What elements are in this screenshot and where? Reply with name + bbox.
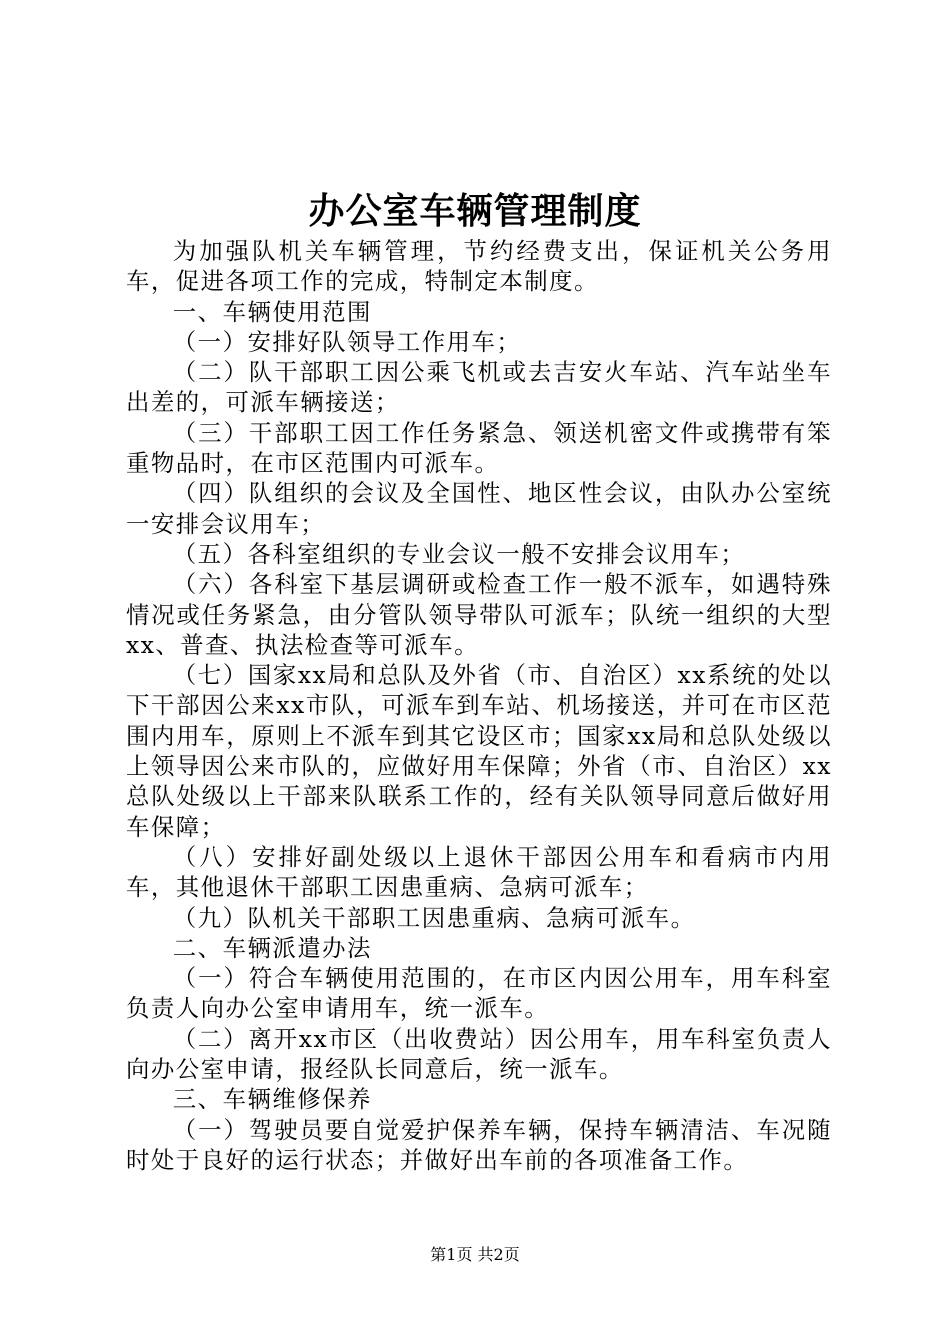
paragraph-item: （五）各科室组织的专业会议一般不安排会议用车； — [172, 539, 746, 568]
page-footer: 第1页 共2页 — [430, 1245, 520, 1264]
paragraph-item: （七）国家xx局和总队及外省（市、自治区）xx系统的处以下干部因公来xx市队，可派车到车站、机场接送，并可在市区范围内用车，原则上不派车到其它设区市；国家xx局和总队处级以上领导因公来市队的，应做好用车保障；外省（市、自治区）xx总队处级以上干部来队联系工作的，经有关队领导同意后做好用车保障； — [126, 661, 832, 841]
section-heading: 二、车辆派遣办法 — [172, 933, 372, 962]
paragraph-item: （八）安排好副处级以上退休干部因公用车和看病市内用车，其他退休干部职工因患重病、急病可派车； — [126, 842, 832, 902]
paragraph-intro: 为加强队机关车辆管理，节约经费支出，保证机关公务用车，促进各项工作的完成，特制定本制度。 — [126, 237, 832, 296]
paragraph-item: （一）符合车辆使用范围的，在市区内因公用车，用车科室负责人向办公室申请用车，统一派车。 — [126, 964, 832, 1023]
section-heading: 三、车辆维修保养 — [172, 1085, 372, 1114]
paragraph-item: （四）队组织的会议及全国性、地区性会议，由队办公室统一安排会议用车； — [126, 479, 832, 538]
paragraph-item: （一）安排好队领导工作用车； — [172, 327, 522, 356]
paragraph-item: （二）队干部职工因公乘飞机或去吉安火车站、汽车站坐车出差的，可派车辆接送； — [126, 358, 832, 417]
document-title: 办公室车辆管理制度 — [308, 190, 642, 232]
paragraph-item: （二）离开xx市区（出收费站）因公用车，用车科室负责人向办公室申请，报经队长同意后，统一派车。 — [126, 1024, 832, 1084]
paragraph-item: （三）干部职工因工作任务紧急、领送机密文件或携带有笨重物品时，在市区范围内可派车。 — [126, 418, 832, 478]
paragraph-item: （九）队机关干部职工因患重病、急病可派车。 — [172, 903, 696, 932]
paragraph-item: （六）各科室下基层调研或检查工作一般不派车，如遇特殊情况或任务紧急，由分管队领导带队可派车；队统一组织的大型xx、普查、执法检查等可派车。 — [126, 570, 832, 659]
section-heading: 一、车辆使用范围 — [172, 297, 372, 326]
document-body — [126, 236, 832, 1175]
paragraph-item: （一）驾驶员要自觉爱护保养车辆，保持车辆清洁、车况随时处于良好的运行状态；并做好出车前的各项准备工作。 — [126, 1115, 832, 1174]
